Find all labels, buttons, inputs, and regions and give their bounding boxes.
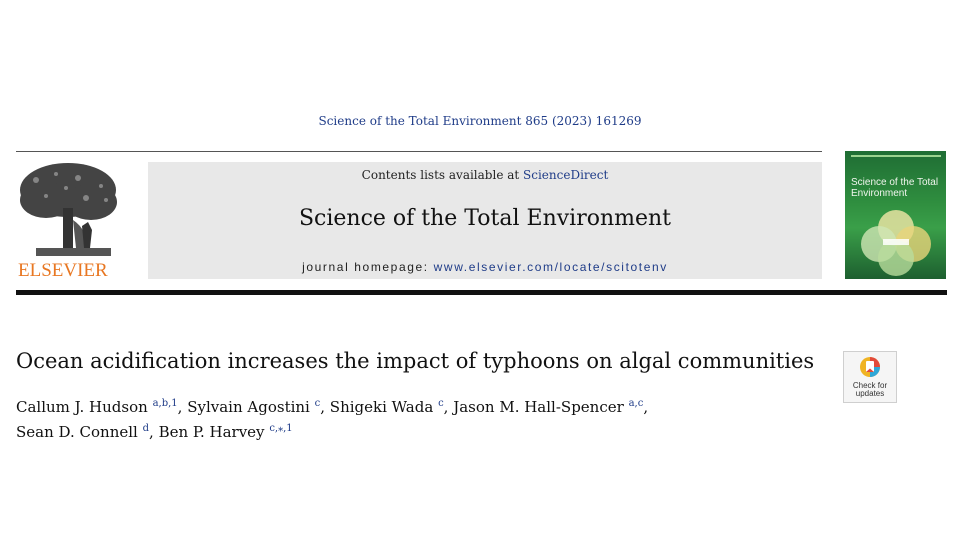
- author-separator: ,: [643, 398, 649, 416]
- author-name[interactable]: Ben P. Harvey: [158, 423, 265, 441]
- author-name[interactable]: Sylvain Agostini: [187, 398, 310, 416]
- author-affiliation[interactable]: a,c: [628, 398, 644, 409]
- author-line-2: [16, 418, 648, 443]
- article-title: Ocean acidification increases the impact of typhoons on algal communities: [16, 349, 815, 373]
- author-name[interactable]: Sean D. Connell: [16, 423, 138, 441]
- author-line-1: [16, 393, 648, 418]
- cover-flower-icon: [857, 206, 935, 276]
- cover-title: Science of the Total Environment: [851, 177, 939, 199]
- author-separator: ,: [177, 398, 188, 416]
- contents-line: [148, 168, 822, 182]
- cover-accent-bar: [851, 155, 941, 157]
- author-separator: ,: [320, 398, 330, 416]
- author-separator: ,: [149, 423, 159, 441]
- check-updates-line1: Check for: [852, 381, 888, 390]
- sciencedirect-link[interactable]: ScienceDirect: [523, 168, 609, 182]
- author-name[interactable]: Callum J. Hudson: [16, 398, 148, 416]
- check-updates-line2: updates: [855, 389, 885, 398]
- author-list: [16, 393, 648, 443]
- journal-citation[interactable]: Science of the Total Environment 865 (2023) 161269: [318, 114, 642, 128]
- author-affiliation[interactable]: c: [314, 398, 321, 409]
- contents-prefix: Contents lists available at: [361, 168, 524, 182]
- homepage-prefix: journal homepage:: [302, 260, 434, 274]
- check-for-updates-button[interactable]: [843, 351, 897, 403]
- header-bottom-rule: [16, 290, 947, 295]
- author-affiliation[interactable]: c,⁎,1: [269, 423, 293, 434]
- journal-header-box: [148, 162, 822, 279]
- author-name[interactable]: Shigeki Wada: [329, 398, 434, 416]
- homepage-line: [148, 260, 822, 274]
- journal-cover[interactable]: [845, 151, 946, 279]
- author-name[interactable]: Jason M. Hall-Spencer: [453, 398, 624, 416]
- author-separator: ,: [443, 398, 454, 416]
- top-divider: [16, 151, 822, 152]
- author-affiliation[interactable]: d: [142, 423, 150, 434]
- check-updates-label: [844, 382, 896, 398]
- homepage-link[interactable]: www.elsevier.com/locate/scitotenv: [433, 260, 668, 274]
- author-affiliation[interactable]: a,b,1: [152, 398, 178, 409]
- author-affiliation[interactable]: c: [438, 398, 444, 409]
- journal-title: Science of the Total Environment: [298, 206, 672, 231]
- publisher-name[interactable]: ELSEVIER: [18, 260, 108, 281]
- check-updates-icon: [859, 356, 881, 378]
